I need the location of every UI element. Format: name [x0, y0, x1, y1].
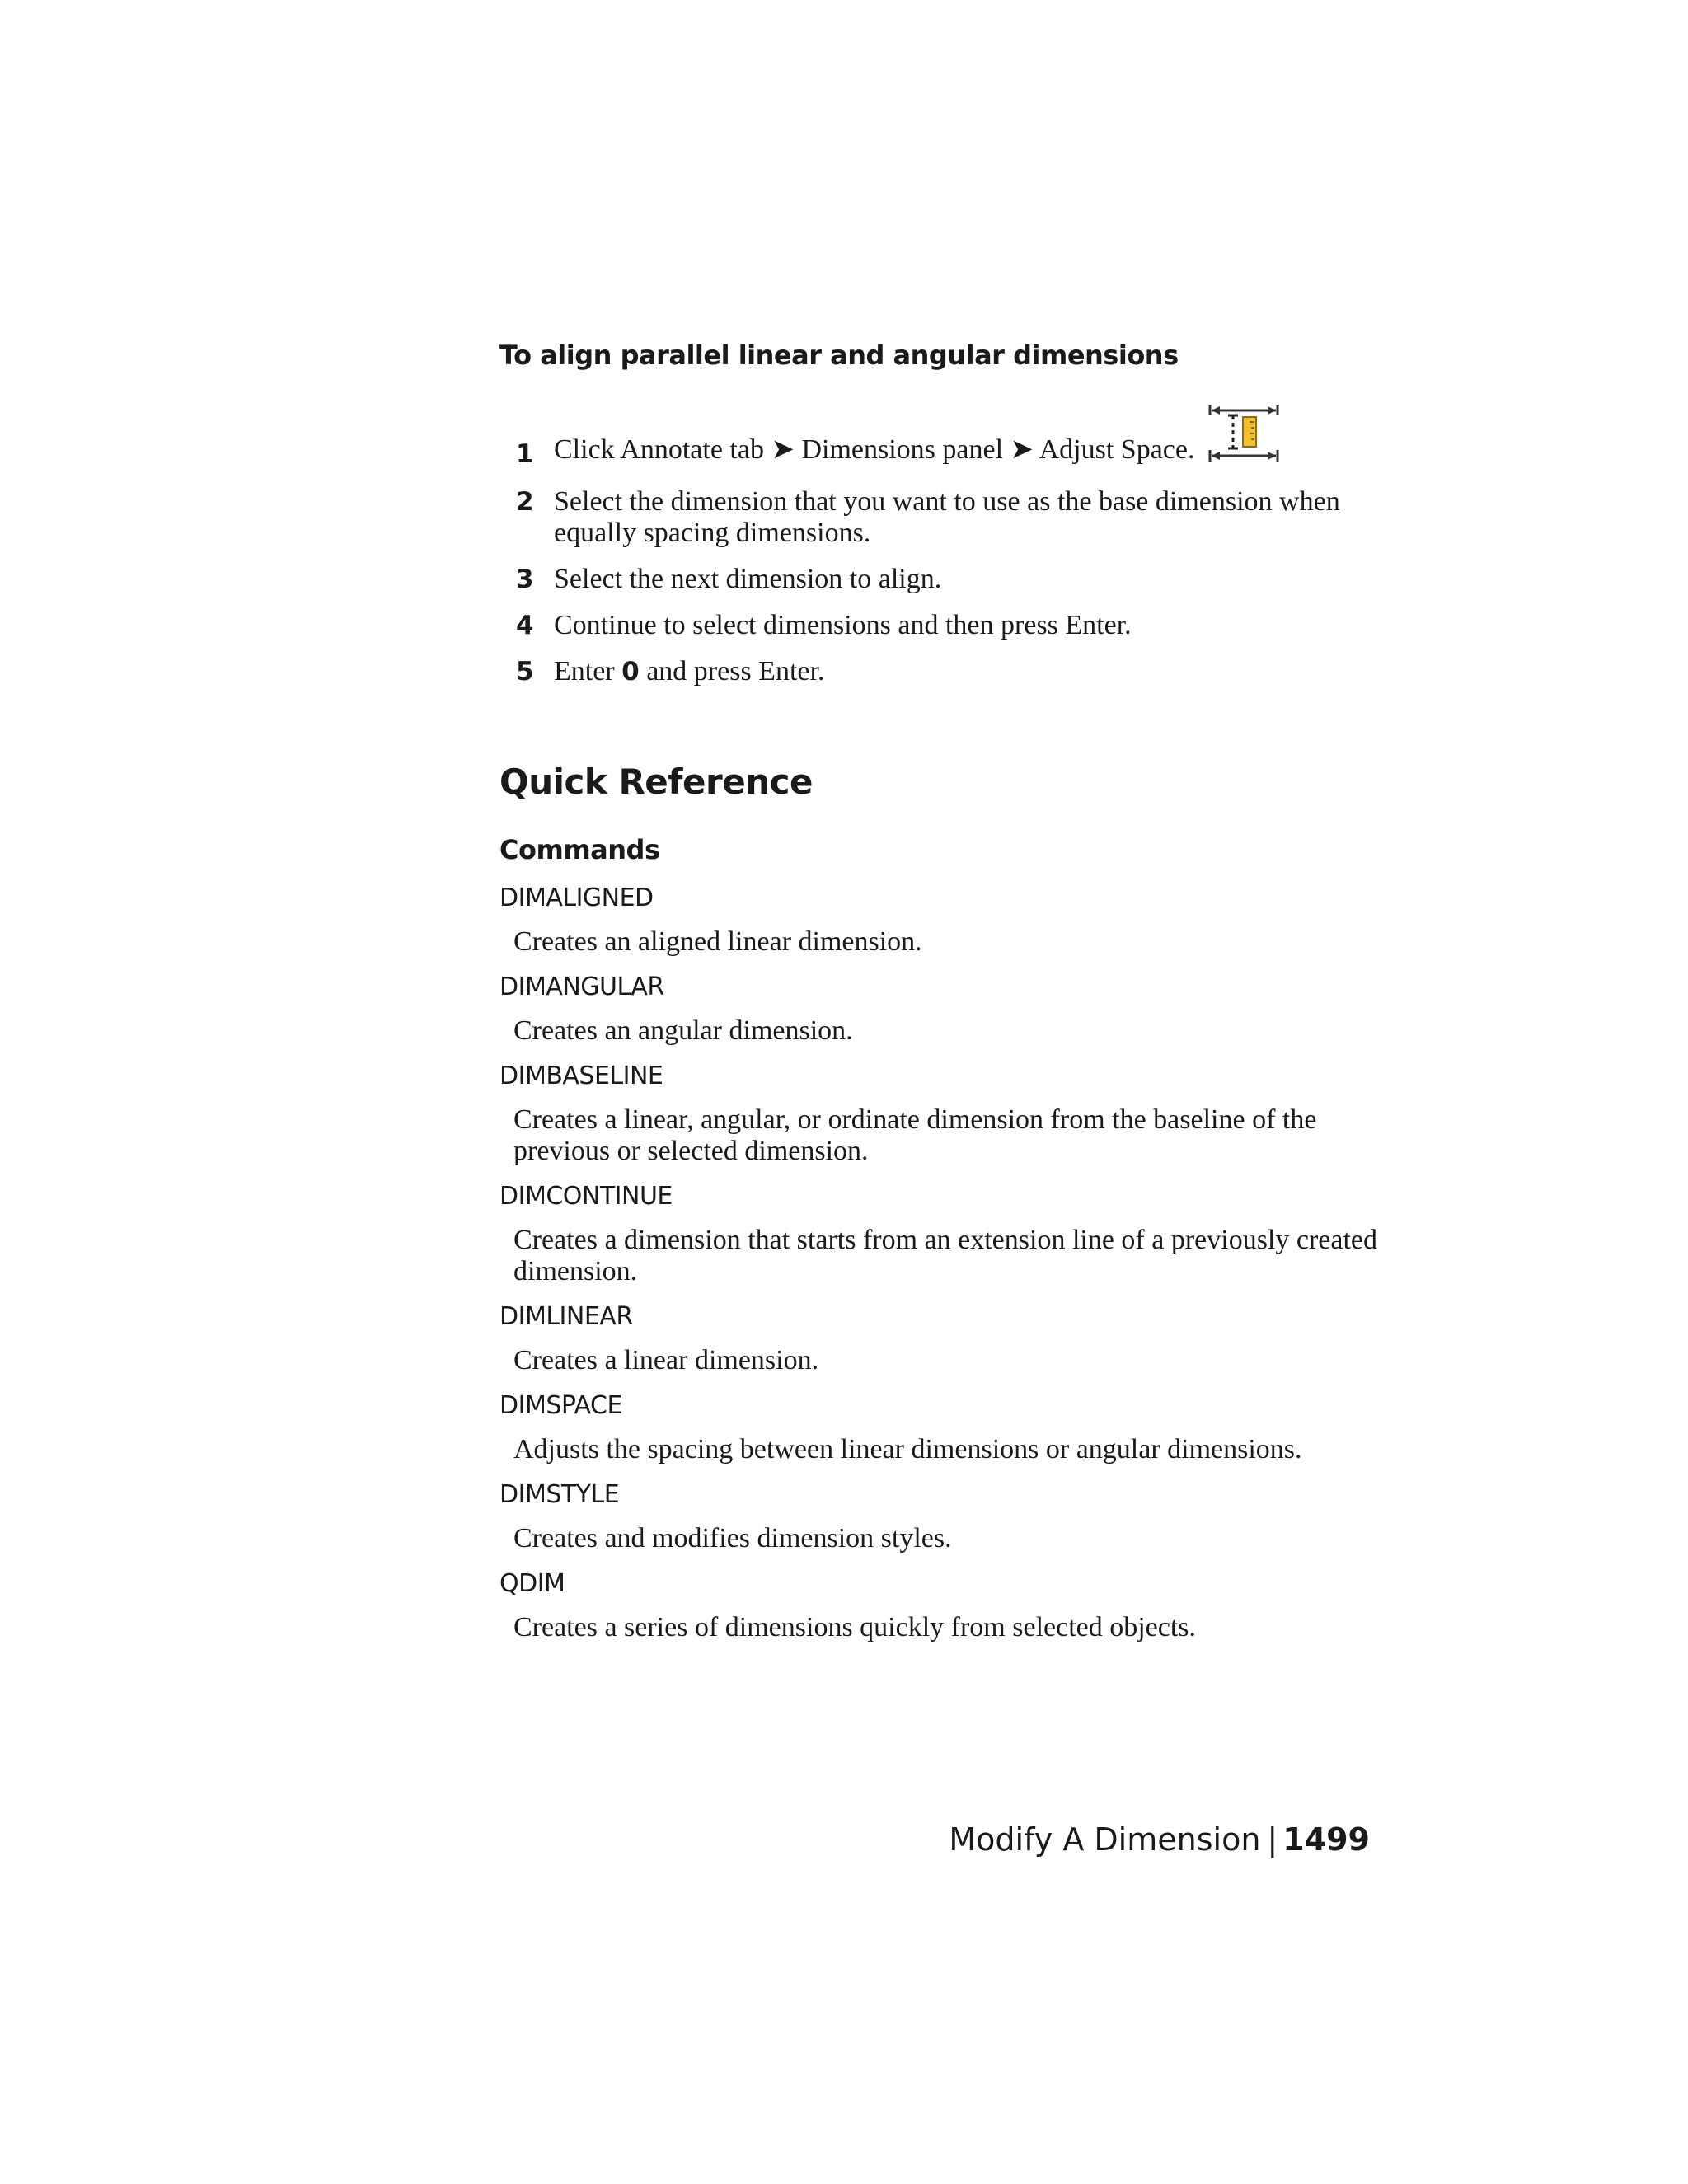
command-entry: [499, 1179, 1398, 1287]
command-entry: [499, 880, 1398, 958]
step-text: Select the dimension that you want to use as the base dimension when equally spacing dimensions.: [554, 486, 1340, 548]
command-name: DIMSTYLE: [499, 1480, 620, 1509]
command-description: Creates an angular dimension.: [513, 1015, 853, 1046]
command-name: DIMALIGNED: [499, 883, 654, 912]
command-entry: [499, 1299, 1398, 1376]
step-number: 5: [516, 657, 534, 687]
command-entry: [499, 969, 1398, 1047]
command-name: DIMCONTINUE: [499, 1182, 673, 1211]
command-entry: [499, 1058, 1398, 1167]
step-text: [554, 656, 1390, 687]
command-description: Creates a linear, angular, or ordinate dimension from the baseline of the previous or selected dimension.: [513, 1104, 1317, 1166]
footer-section-title: Modify A Dimension: [949, 1821, 1261, 1858]
step-3: [499, 564, 1390, 595]
step-2: [499, 486, 1390, 549]
step-number: 2: [516, 487, 534, 517]
commands-heading: Commands: [499, 834, 660, 865]
quick-reference-title: Quick Reference: [499, 762, 814, 802]
step-4: [499, 610, 1390, 641]
commands-list: [499, 880, 1398, 1655]
step-value-bold: 0: [621, 657, 640, 687]
command-entry: [499, 1477, 1398, 1554]
command-description: Creates a series of dimensions quickly from selected objects.: [513, 1612, 1197, 1643]
command-name: DIMLINEAR: [499, 1302, 633, 1331]
command-entry: [499, 1388, 1398, 1465]
footer-separator: |: [1267, 1821, 1278, 1858]
command-name: DIMBASELINE: [499, 1062, 663, 1090]
command-name: QDIM: [499, 1569, 565, 1598]
step-text: Select the next dimension to align.: [554, 564, 942, 594]
step-number: 4: [516, 611, 534, 640]
step-1: [499, 387, 1390, 470]
step-text-after: and press Enter.: [639, 656, 825, 687]
step-5: [499, 656, 1390, 687]
page-footer: [949, 1821, 1370, 1858]
page-number: 1499: [1282, 1821, 1370, 1858]
command-description: Adjusts the spacing between linear dimensions or angular dimensions.: [513, 1434, 1302, 1465]
command-entry: [499, 1566, 1398, 1643]
command-name: DIMANGULAR: [499, 972, 664, 1001]
command-description: Creates a dimension that starts from an extension line of a previously created dimension.: [513, 1225, 1378, 1286]
step-number: 3: [516, 565, 534, 594]
procedure-title: To align parallel linear and angular dimensions: [499, 340, 1179, 371]
procedure-steps: [499, 387, 1390, 702]
command-name: DIMSPACE: [499, 1391, 622, 1420]
step-number: 1: [516, 439, 534, 469]
command-description: Creates and modifies dimension styles.: [513, 1523, 952, 1554]
command-description: Creates a linear dimension.: [513, 1345, 819, 1376]
step-text: Click Annotate tab ➤ Dimensions panel ➤ Adjust Space.: [554, 434, 1195, 465]
command-description: Creates an aligned linear dimension.: [513, 926, 922, 957]
adjust-space-icon: [1207, 396, 1281, 470]
step-text: Continue to select dimensions and then press Enter.: [554, 610, 1132, 640]
step-text-before: Enter: [554, 656, 622, 687]
